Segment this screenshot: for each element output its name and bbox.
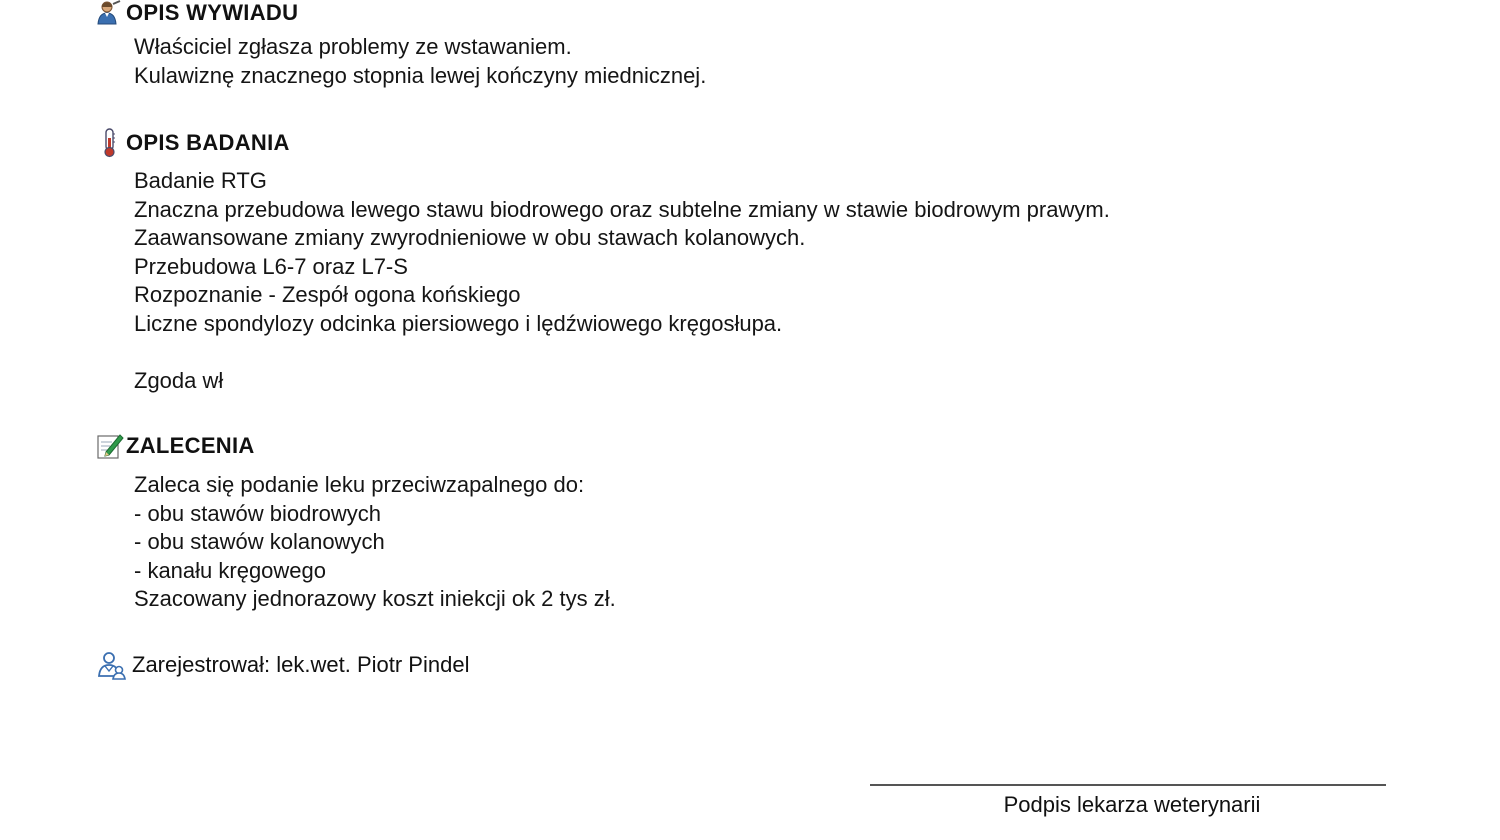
edit-icon — [96, 431, 126, 461]
text-line: - obu stawów kolanowych — [134, 529, 385, 555]
text-line: Właściciel zgłasza problemy ze wstawaniem. — [134, 34, 572, 59]
section-title-recommendations: ZALECENIA — [126, 433, 255, 458]
text-line: - kanału kręgowego — [134, 557, 327, 583]
section-title-examination: OPIS BADANIA — [126, 130, 290, 155]
signature-line — [870, 784, 1386, 786]
text-line: Zgoda wł — [134, 368, 224, 394]
text-line: Liczne spondylozy odcinka piersiowego i lędźwiowego kręgosłupa. — [134, 310, 783, 336]
text-line: Rozpoznanie - Zespół ogona końskiego — [134, 282, 521, 308]
text-line: Zaawansowane zmiany zwyrodnieniowe w obu stawach kolanowych. — [134, 225, 806, 251]
registrar — [96, 648, 469, 682]
text-line: - obu stawów biodrowych — [134, 500, 382, 526]
text-line: Zaleca się podanie leku przeciwzapalnego do: — [134, 472, 585, 497]
section-header-recommendations — [96, 429, 255, 463]
section-body-examination — [134, 167, 1110, 396]
text-line: Szacowany jednorazowy koszt iniekcji ok 2 tys zł. — [134, 586, 616, 612]
thermometer-icon — [96, 128, 126, 158]
section-header-examination — [96, 126, 290, 160]
signature-label: Podpis lekarza weterynarii — [1003, 792, 1261, 817]
person-icon — [96, 0, 126, 28]
text-line: Znaczna przebudowa lewego stawu biodrowego oraz subtelne zmiany w stawie biodrowym prawym. — [134, 196, 1110, 222]
section-title-interview: OPIS WYWIADU — [126, 0, 299, 25]
section-body-recommendations — [134, 471, 616, 614]
blank-line — [134, 339, 1110, 368]
section-header-interview — [96, 0, 298, 30]
section-body-interview — [134, 33, 706, 90]
text-line: Kulawiznę znacznego stopnia lewej kończyny miednicznej. — [134, 62, 707, 88]
users-icon — [96, 648, 132, 682]
text-line: Badanie RTG — [134, 168, 267, 193]
registrar-text: Zarejestrował: lek.wet. Piotr Pindel — [132, 652, 470, 677]
text-line: Przebudowa L6-7 oraz L7-S — [134, 253, 408, 279]
